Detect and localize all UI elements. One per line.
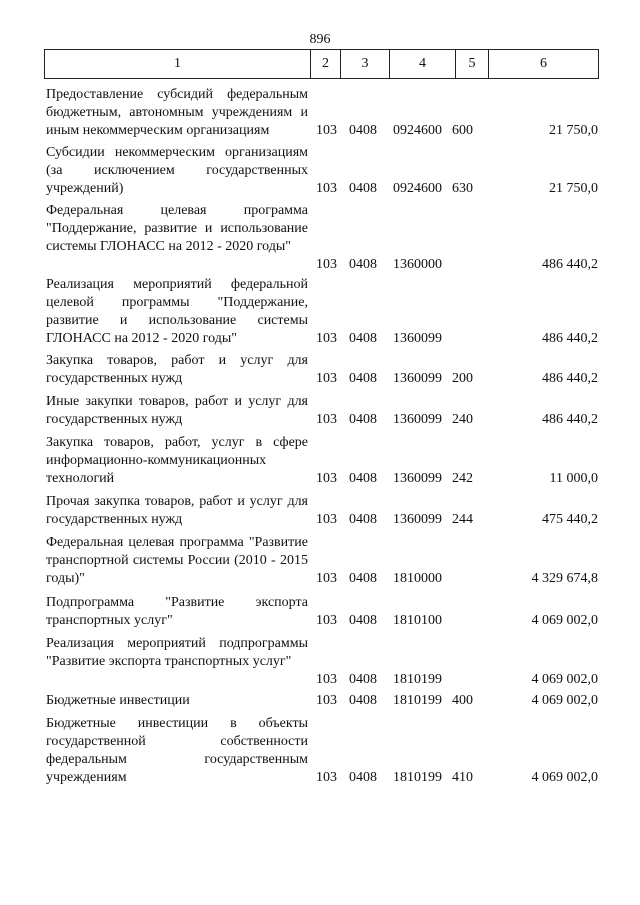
header-col-1: 1 (174, 56, 181, 71)
row-target-article: 1360099 (393, 512, 442, 527)
row-section-code: 0408 (349, 693, 377, 708)
row-description: Реализация мероприятий подпрограммы "Развитие экспорта транспортных услуг" (46, 636, 308, 669)
row-amount: 21 750,0 (549, 181, 598, 196)
row-ministry-code: 103 (316, 181, 337, 196)
row-target-article: 1360099 (393, 331, 442, 346)
row-amount: 4 069 002,0 (531, 613, 598, 628)
row-target-article: 0924600 (393, 123, 442, 138)
row-section-code: 0408 (349, 571, 377, 586)
row-amount: 4 069 002,0 (531, 770, 598, 785)
row-ministry-code: 103 (316, 123, 337, 138)
row-target-article: 1360099 (393, 471, 442, 486)
header-col-4: 4 (389, 50, 455, 78)
row-target-article: 1810000 (393, 571, 442, 586)
row-expense-type: 242 (452, 471, 473, 486)
row-ministry-code: 103 (316, 331, 337, 346)
row-amount: 4 329 674,8 (531, 571, 598, 586)
row-ministry-code: 103 (316, 471, 337, 486)
row-ministry-code: 103 (316, 412, 337, 427)
row-target-article: 1810199 (393, 770, 442, 785)
row-section-code: 0408 (349, 331, 377, 346)
row-ministry-code: 103 (316, 571, 337, 586)
row-target-article: 0924600 (393, 181, 442, 196)
row-description: Предоставление субсидий федеральным бюджетным, автономным учреждениям и иным некоммерческим организациям (46, 87, 308, 138)
row-section-code: 0408 (349, 613, 377, 628)
row-amount: 4 069 002,0 (531, 693, 598, 708)
row-ministry-code: 103 (316, 770, 337, 785)
row-expense-type: 600 (452, 123, 473, 138)
row-target-article: 1360000 (393, 257, 442, 272)
row-description: Иные закупки товаров, работ и услуг для государственных нужд (46, 394, 308, 427)
row-amount: 11 000,0 (549, 471, 598, 486)
row-amount: 475 440,2 (542, 512, 598, 527)
row-ministry-code: 103 (316, 672, 337, 687)
header-col-3: 3 (340, 50, 389, 78)
row-section-code: 0408 (349, 471, 377, 486)
header-col-5: 5 (455, 50, 488, 78)
row-description: Федеральная целевая программа "Развитие транспортной системы России (2010 - 2015 годы)" (46, 535, 308, 586)
row-amount: 486 440,2 (542, 412, 598, 427)
table-header (44, 49, 599, 79)
row-ministry-code: 103 (316, 257, 337, 272)
row-ministry-code: 103 (316, 371, 337, 386)
row-section-code: 0408 (349, 512, 377, 527)
row-section-code: 0408 (349, 770, 377, 785)
row-description: Прочая закупка товаров, работ и услуг для государственных нужд (46, 494, 308, 527)
row-section-code: 0408 (349, 672, 377, 687)
row-section-code: 0408 (349, 371, 377, 386)
row-section-code: 0408 (349, 412, 377, 427)
row-description: Реализация мероприятий федеральной целевой программы "Поддержание, развитие и использование системы ГЛОНАСС на 2012 - 2020 годы" (46, 277, 308, 346)
row-amount: 486 440,2 (542, 257, 598, 272)
row-expense-type: 240 (452, 412, 473, 427)
row-target-article: 1360099 (393, 412, 442, 427)
row-expense-type: 244 (452, 512, 473, 527)
row-description: Федеральная целевая программа "Поддержание, развитие и использование системы ГЛОНАСС на 2012 - 2020 годы" (46, 203, 308, 254)
row-section-code: 0408 (349, 181, 377, 196)
row-description: Закупка товаров, работ и услуг для государственных нужд (46, 353, 308, 386)
row-ministry-code: 103 (316, 613, 337, 628)
row-ministry-code: 103 (316, 512, 337, 527)
page-number: 896 (309, 32, 331, 47)
row-amount: 4 069 002,0 (531, 672, 598, 687)
row-target-article: 1360099 (393, 371, 442, 386)
row-target-article: 1810100 (393, 613, 442, 628)
row-amount: 486 440,2 (542, 331, 598, 346)
row-target-article: 1810199 (393, 672, 442, 687)
row-expense-type: 410 (452, 770, 473, 785)
header-col-2: 2 (310, 50, 340, 78)
row-description: Бюджетные инвестиции в объекты государственной собственности федеральным государственным учреждениям (46, 716, 308, 785)
header-col-6: 6 (488, 50, 598, 78)
row-amount: 486 440,2 (542, 371, 598, 386)
row-expense-type: 200 (452, 371, 473, 386)
row-expense-type: 630 (452, 181, 473, 196)
row-expense-type: 400 (452, 693, 473, 708)
row-target-article: 1810199 (393, 693, 442, 708)
row-description: Закупка товаров, работ, услуг в сфере информационно-коммуникационных технологий (46, 435, 308, 486)
row-description: Бюджетные инвестиции (46, 693, 190, 708)
row-ministry-code: 103 (316, 693, 337, 708)
row-section-code: 0408 (349, 123, 377, 138)
row-description: Субсидии некоммерческим организациям (за исключением государственных учреждений) (46, 145, 308, 196)
row-section-code: 0408 (349, 257, 377, 272)
row-amount: 21 750,0 (549, 123, 598, 138)
row-description: Подпрограмма "Развитие экспорта транспортных услуг" (46, 595, 308, 628)
